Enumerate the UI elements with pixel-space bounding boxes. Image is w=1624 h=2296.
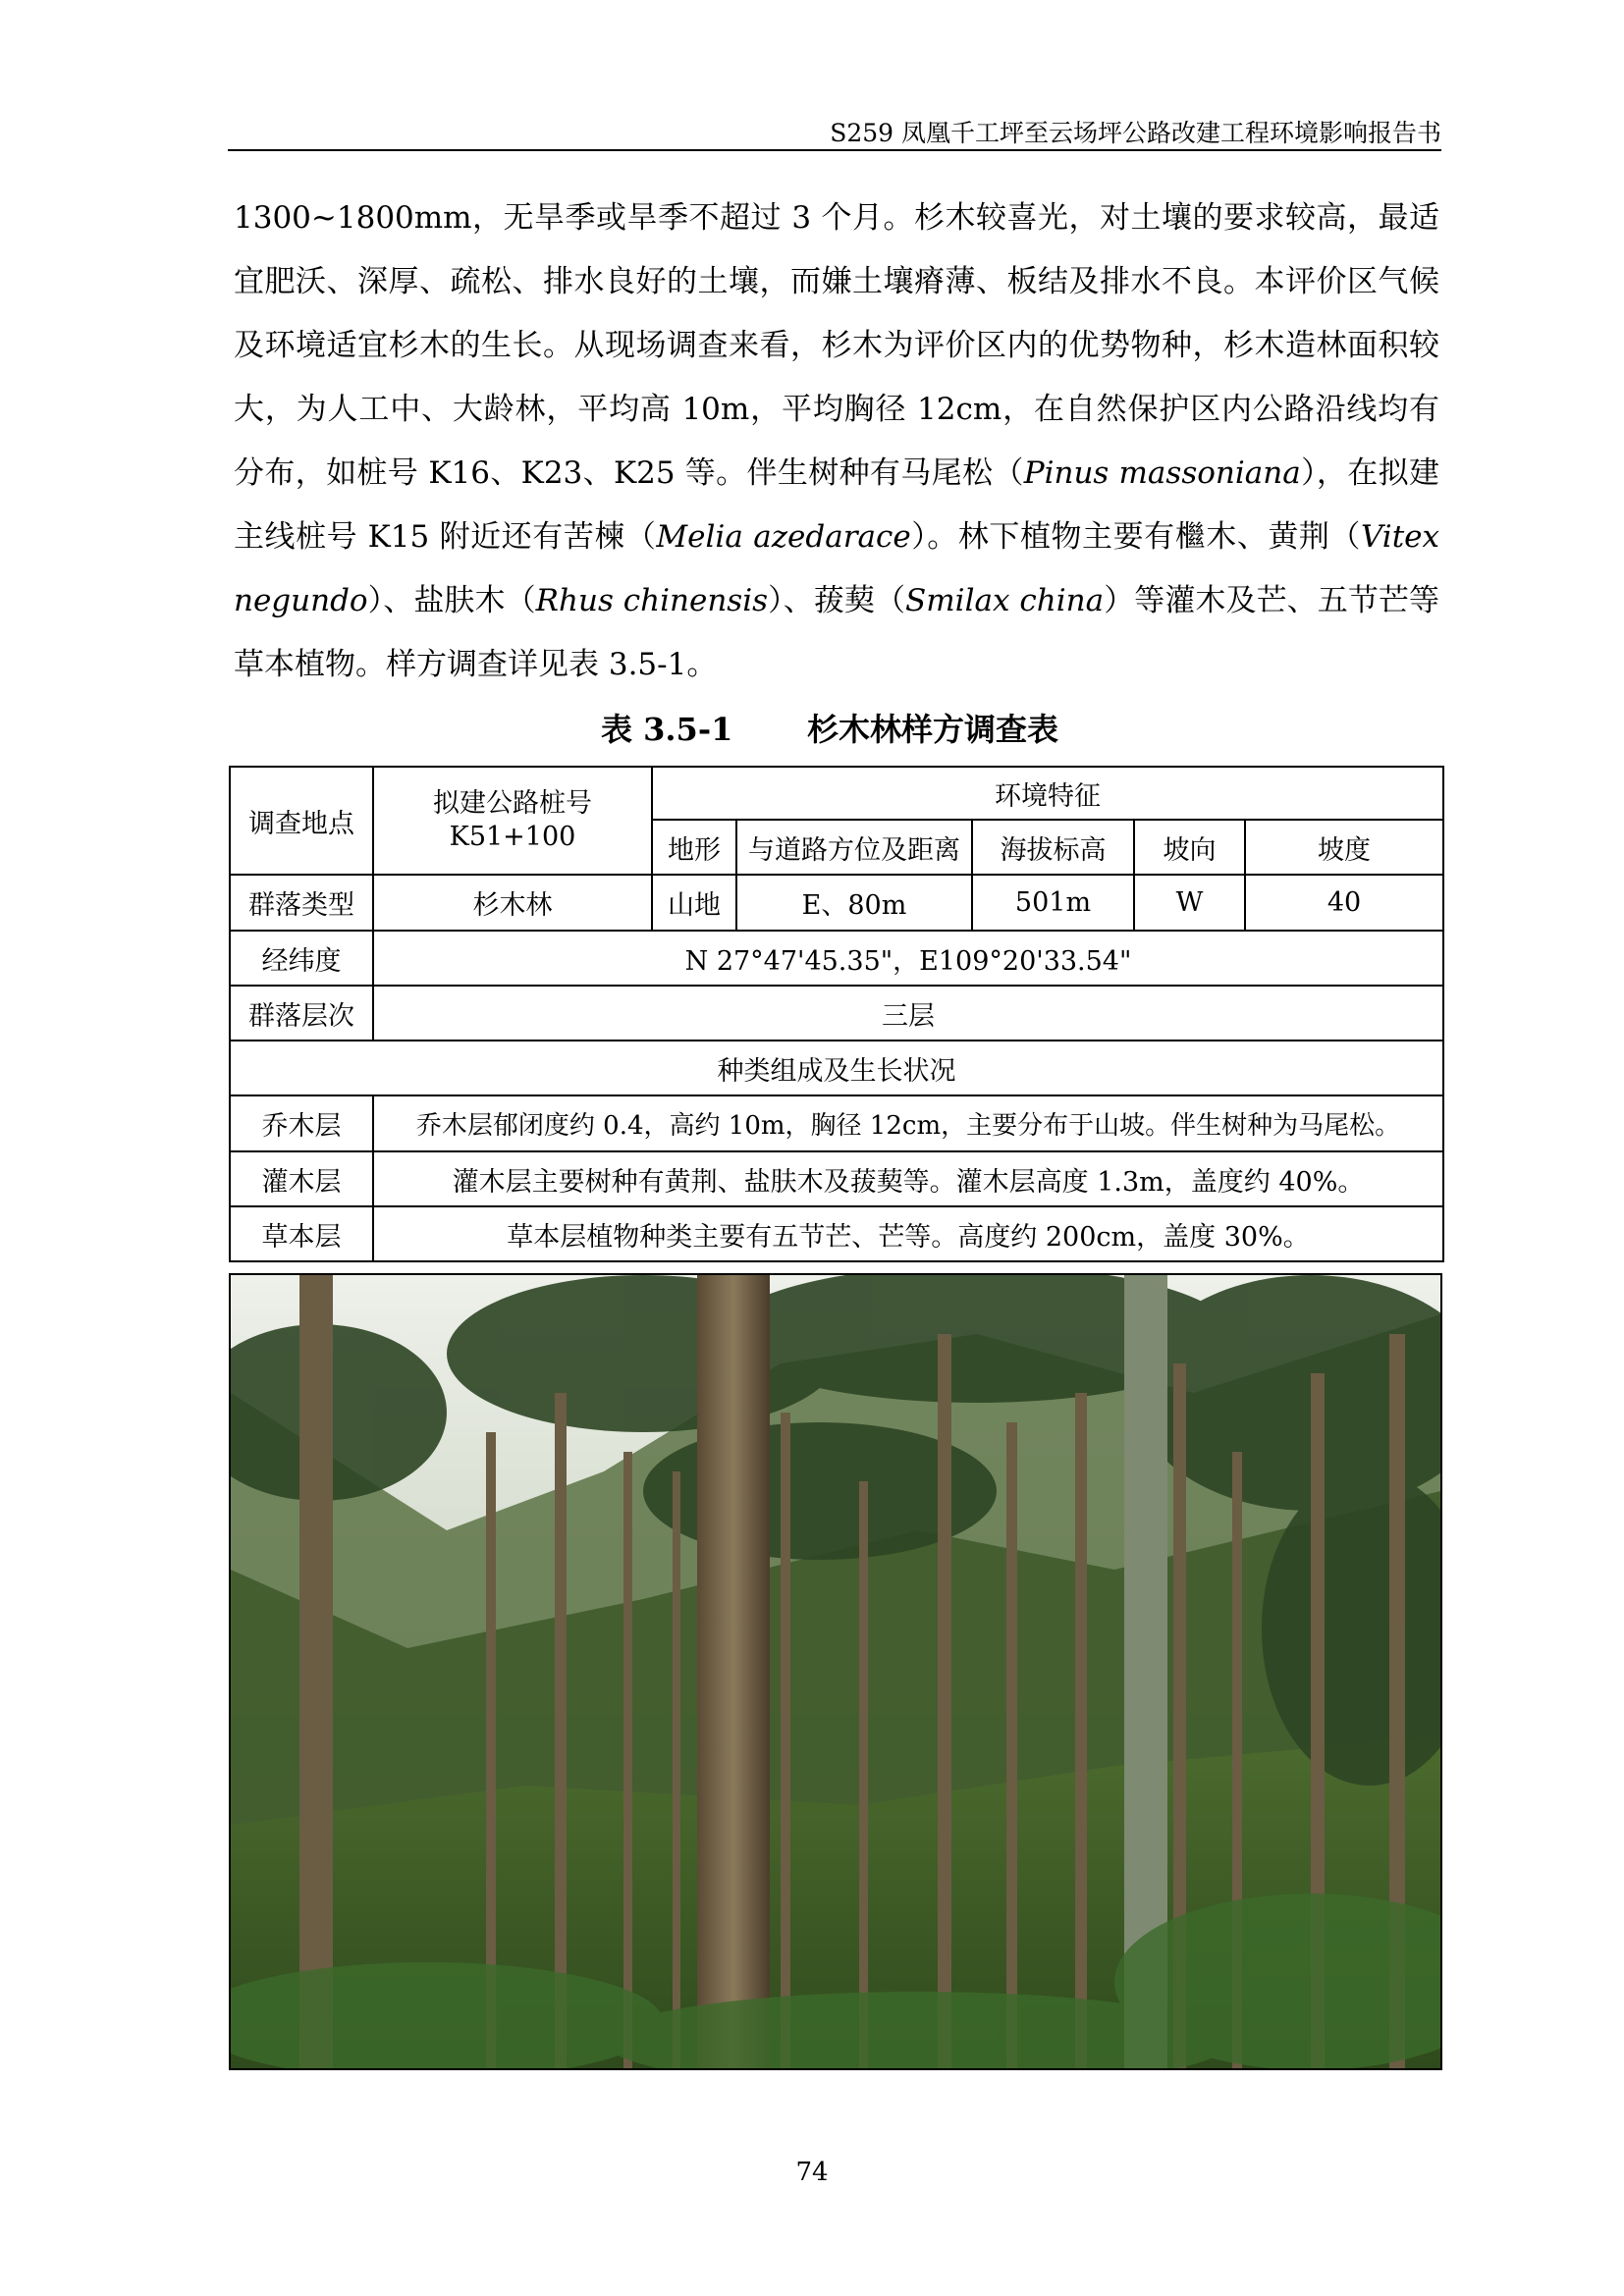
table-title: 杉木林样方调查表 (807, 711, 1059, 748)
table-caption (228, 703, 1441, 752)
page-number: 74 (795, 2158, 829, 2187)
text-part: ）等灌木及芒、五节芒等草本植物。样方调查详见表 3.5-1。 (234, 583, 1440, 682)
layer-label-tree: 乔木层 (230, 1095, 373, 1151)
layer-desc-tree: 乔木层郁闭度约 0.4，高约 10m，胸径 12cm，主要分布于山坡。伴生树种为马尾松。 (373, 1095, 1443, 1151)
species-smilax: Smilax china (905, 583, 1105, 618)
layers-value: 三层 (373, 986, 1443, 1041)
layer-label-shrub: 灌木层 (230, 1151, 373, 1206)
species-vitex: Vitex negundo (234, 519, 1440, 618)
env-value: 40 (1245, 875, 1443, 931)
text-part: ）、盐肤木（ (367, 583, 536, 618)
body-paragraph (234, 187, 1439, 697)
env-value: 501m (972, 875, 1134, 931)
composition-label: 种类组成及生长状况 (230, 1041, 1443, 1095)
survey-table (229, 766, 1444, 1262)
layer-label-herb: 草本层 (230, 1206, 373, 1261)
forest-photo (229, 1273, 1442, 2070)
coords-value: N 27°47'45.35"，E109°20'33.54" (373, 931, 1443, 986)
text-part: 1300~1800mm，无旱季或旱季不超过 3 个月。杉木较喜光，对土壤的要求较高，最适宜肥沃、深厚、疏松、排水良好的土壤，而嫌土壤瘠薄、板结及排水不良。本评价区气候及环境适宜杉木的生长。从现场调查来看，杉木为评价区内的优势物种，杉木造林面积较大，为人工中、大龄林，平均高 10m，平均胸径 12cm，在自然保护区内公路沿线均有分布，如桩号 K16、K23、K25 等。伴生树种有马尾松（ (234, 200, 1439, 491)
env-header: 海拔标高 (972, 820, 1134, 875)
env-value: E、80m (736, 875, 972, 931)
layer-desc-shrub: 灌木层主要树种有黄荆、盐肤木及菝葜等。灌木层高度 1.3m，盖度约 40%。 (373, 1151, 1443, 1206)
env-header: 与道路方位及距离 (736, 820, 972, 875)
layers-label: 群落层次 (230, 986, 373, 1041)
env-header: 地形 (652, 820, 736, 875)
site-value: 拟建公路桩号 K51+100 (373, 767, 652, 875)
env-value: 山地 (652, 875, 736, 931)
community-type-value: 杉木林 (373, 875, 652, 931)
env-header: 坡向 (1134, 820, 1245, 875)
env-header: 坡度 (1245, 820, 1443, 875)
text-part: ）。林下植物主要有檵木、黄荆（ (910, 519, 1361, 555)
text-part: ）、菝葜（ (768, 583, 906, 618)
species-rhus: Rhus chinensis (535, 583, 769, 618)
text-part: ），在拟建主线桩号 K15 附近还有苦楝（ (234, 455, 1439, 555)
env-value: W (1134, 875, 1245, 931)
env-label: 环境特征 (652, 767, 1443, 820)
community-type-label: 群落类型 (230, 875, 373, 931)
coords-label: 经纬度 (230, 931, 373, 986)
species-pinus: Pinus massoniana (1023, 455, 1301, 491)
table-number: 表 3.5-1 (601, 711, 733, 748)
layer-desc-herb: 草本层植物种类主要有五节芒、芒等。高度约 200cm，盖度 30%。 (373, 1206, 1443, 1261)
species-melia: Melia azedarace (656, 519, 911, 555)
header-title: S259 凤凰千工坪至云场坪公路改建工程环境影响报告书 (830, 119, 1441, 147)
page-header (228, 110, 1441, 151)
site-label: 调查地点 (230, 767, 373, 875)
